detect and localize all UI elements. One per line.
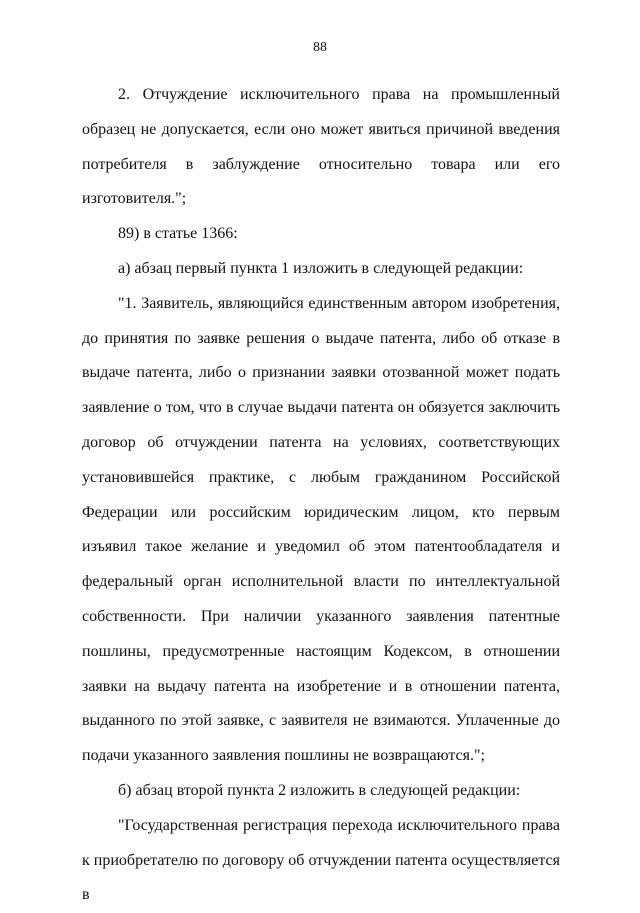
paragraph-applicant-statement: "1. Заявитель, являющийся единственным автором изобретения, до принятия по заявке решения о выдаче патента, либо об отказе в выдаче патента, либо о признании заявки отозванной может подать заявление о том, что в случае выдачи патента он обязуется заключить договор об отчуждении патента на условиях, соответствующих установившейся практике, с любым гражданином Российской Федерации или российским юридическим лицом, кто первым изъявил такое желание и уведомил об этом патентообладателя и федеральный орган исполнительной власти по интеллектуальной собственности. При наличии указанного заявления патентные пошлины, предусмотренные настоящим Кодексом, в отношении заявки на выдачу патента на изобретение и в отношении патента, выданного по этой заявке, с заявителя не взимаются. Уплаченные до подачи указанного заявления пошлины не возвращаются."; [82, 294, 560, 765]
page-number: 88 [313, 40, 327, 55]
paragraph-item-b: б) абзац второй пункта 2 изложить в следующей редакции: [118, 781, 521, 799]
paragraph-item-a: а) абзац первый пункта 1 изложить в следующей редакции: [118, 259, 524, 277]
document-body [82, 78, 560, 913]
paragraph-article-1366: 89) в статье 1366: [118, 225, 238, 243]
paragraph-design-alienation: 2. Отчуждение исключительного права на промышленный образец не допускается, если оно может явиться причиной введения потребителя в заблуждение относительно товара или его изготовителя."; [82, 86, 560, 208]
paragraph-state-registration: "Государственная регистрация перехода исключительного права к приобретателю по договору об отчуждении патента осуществляется в [82, 816, 560, 904]
